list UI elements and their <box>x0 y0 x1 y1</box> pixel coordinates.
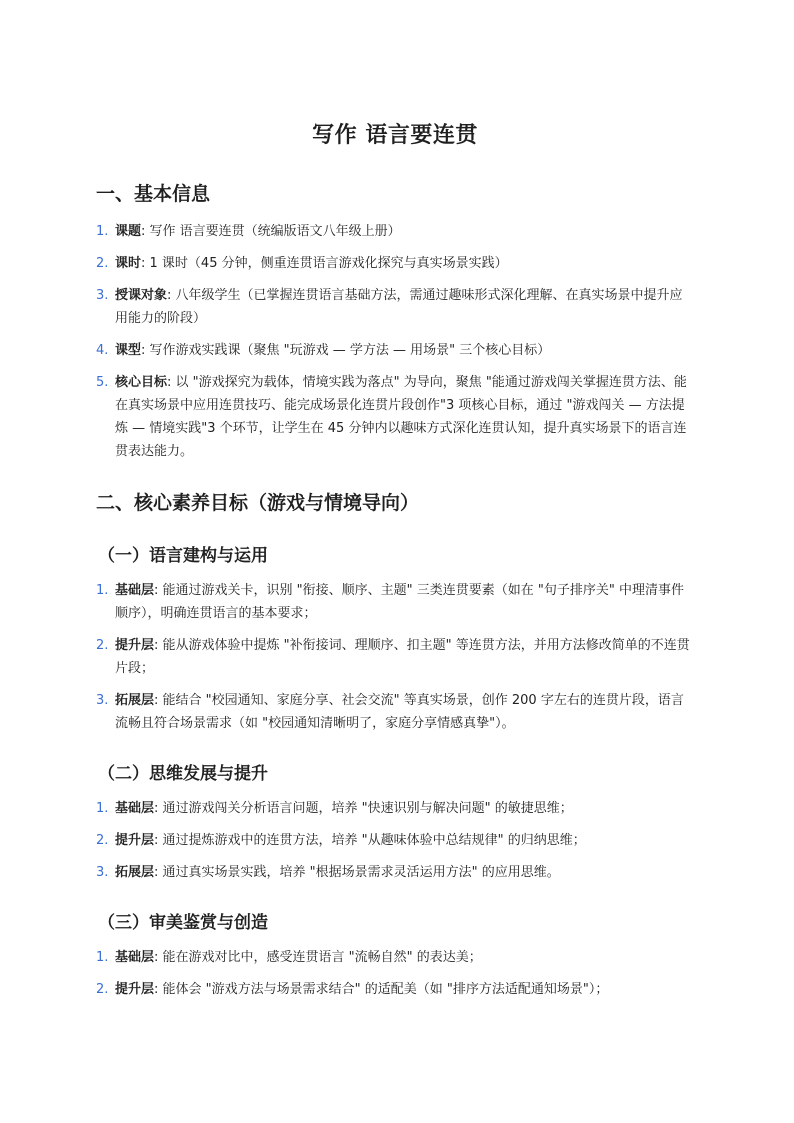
thinking-goals-list <box>96 797 694 884</box>
item-separator: : <box>154 982 163 997</box>
page-title: 写作 语言要连贯 <box>312 123 478 148</box>
list-number: 1. <box>96 583 109 598</box>
item-text: 1 课时（45 分钟，侧重连贯语言游戏化探究与真实场景实践） <box>149 256 508 271</box>
list-item <box>96 689 694 735</box>
item-key: 提升层 <box>115 833 155 848</box>
list-number: 1. <box>96 950 109 965</box>
item-text: 能体会 "游戏方法与场景需求结合" 的适配美（如 "排序方法适配通知场景"）； <box>162 982 609 997</box>
item-separator: : <box>141 343 150 358</box>
item-separator: : <box>141 224 150 239</box>
section-heading-basic-info: 一、基本信息 <box>96 183 211 205</box>
list-item <box>96 797 694 820</box>
item-separator: : <box>167 375 176 390</box>
list-item <box>96 220 694 243</box>
list-item <box>96 371 694 463</box>
list-number: 2. <box>96 833 109 848</box>
item-text: 能从游戏体验中提炼 "补衔接词、理顺序、扣主题" 等连贯方法，并用方法修改简单的不连贯片段； <box>115 638 690 676</box>
item-key: 课时 <box>115 256 142 271</box>
list-number: 3. <box>96 865 109 880</box>
item-text: 通过游戏闯关分析语言问题，培养 "快速识别与解决问题" 的敏捷思维； <box>162 801 573 816</box>
list-item <box>96 252 694 275</box>
list-item <box>96 946 694 969</box>
language-goals-list <box>96 579 694 735</box>
item-key: 核心目标 <box>115 375 168 390</box>
item-key: 提升层 <box>115 982 155 997</box>
item-text: 能通过游戏关卡，识别 "衔接、顺序、主题" 三类连贯要素（如在 "句子排序关" 中理清事件顺序），明确连贯语言的基本要求； <box>115 583 684 621</box>
item-text: 八年级学生（已掌握连贯语言基础方法，需通过趣味形式深化理解、在真实场景中提升应用能力的阶段） <box>115 288 683 326</box>
list-item <box>96 339 694 362</box>
list-item <box>96 284 694 330</box>
item-separator: : <box>154 693 163 708</box>
item-separator: : <box>141 256 150 271</box>
item-key: 拓展层 <box>115 693 155 708</box>
list-number: 2. <box>96 638 109 653</box>
item-key: 基础层 <box>115 801 155 816</box>
list-item <box>96 861 694 884</box>
item-text: 以 "游戏探究为载体，情境实践为落点" 为导向，聚焦 "能通过游戏闯关掌握连贯方法、能在真实场景中应用连贯技巧、能完成场景化连贯片段创作"3 项核心目标，通过 "游戏闯关 — 方法提炼 — 情境实践"3 个环节，让学生在 45 分钟内以趣味方式深化连贯认知，提升真实场景下的语言连贯表达能力。 <box>115 375 687 459</box>
list-number: 3. <box>96 693 109 708</box>
item-separator: : <box>154 638 163 653</box>
item-key: 拓展层 <box>115 865 155 880</box>
item-text: 能在游戏对比中，感受连贯语言 "流畅自然" 的表达美； <box>162 950 482 965</box>
item-separator: : <box>154 833 163 848</box>
list-item <box>96 978 694 1001</box>
item-separator: : <box>154 801 163 816</box>
item-text: 能结合 "校园通知、家庭分享、社会交流" 等真实场景，创作 200 字左右的连贯片段，语言流畅且符合场景需求（如 "校园通知清晰明了，家庭分享情感真挚"）。 <box>115 693 684 731</box>
aesthetic-goals-list <box>96 946 694 1001</box>
list-item <box>96 579 694 625</box>
item-key: 基础层 <box>115 950 155 965</box>
item-text: 通过真实场景实践，培养 "根据场景需求灵活运用方法" 的应用思维。 <box>162 865 560 880</box>
subsection-heading-thinking: （二）思维发展与提升 <box>98 764 268 784</box>
item-text: 写作游戏实践课（聚焦 "玩游戏 — 学方法 — 用场景" 三个核心目标） <box>149 343 551 358</box>
item-separator: : <box>154 865 163 880</box>
list-item <box>96 634 694 680</box>
list-item <box>96 829 694 852</box>
list-number: 2. <box>96 256 109 271</box>
list-number: 2. <box>96 982 109 997</box>
subsection-heading-language: （一）语言建构与运用 <box>98 546 268 566</box>
item-separator: : <box>167 288 176 303</box>
item-key: 课型 <box>115 343 142 358</box>
basic-info-list <box>96 220 694 463</box>
list-number: 1. <box>96 224 109 239</box>
item-text: 通过提炼游戏中的连贯方法，培养 "从趣味体验中总结规律" 的归纳思维； <box>162 833 586 848</box>
section-heading-core-literacy: 二、核心素养目标（游戏与情境导向） <box>96 492 420 514</box>
item-key: 课题 <box>115 224 142 239</box>
item-separator: : <box>154 583 163 598</box>
list-number: 4. <box>96 343 109 358</box>
list-number: 1. <box>96 801 109 816</box>
item-key: 授课对象 <box>115 288 168 303</box>
item-key: 提升层 <box>115 638 155 653</box>
item-text: 写作 语言要连贯（统编版语文八年级上册） <box>149 224 401 239</box>
subsection-heading-aesthetic: （三）审美鉴赏与创造 <box>98 913 268 933</box>
list-number: 5. <box>96 375 109 390</box>
list-number: 3. <box>96 288 109 303</box>
item-key: 基础层 <box>115 583 155 598</box>
item-separator: : <box>154 950 163 965</box>
